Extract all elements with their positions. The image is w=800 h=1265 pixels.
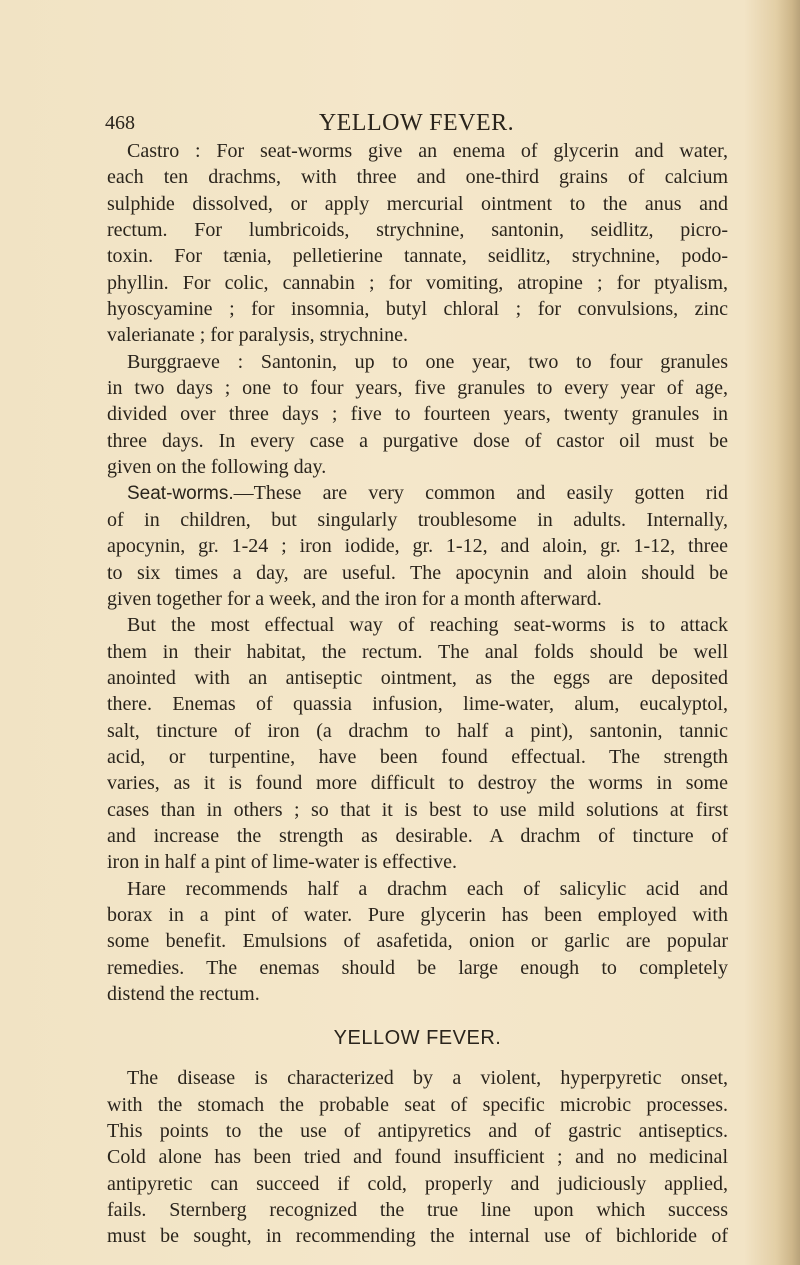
- line-text: must be sought, in recommending the internal use of bichloride of: [107, 1225, 728, 1248]
- text-line: [107, 507, 728, 533]
- line-text: But the most effectual way of reaching seat-worms is to attack: [127, 614, 728, 637]
- text-line: [107, 955, 728, 981]
- text-line: [107, 586, 728, 612]
- text-line: [107, 270, 728, 296]
- line-text: toxin. For tænia, pelletierine tannate, seidlitz, strychnine, podo-: [107, 245, 728, 268]
- running-title: YELLOW FEVER.: [318, 110, 515, 136]
- text-line: [107, 296, 728, 322]
- text-line: [107, 1118, 728, 1144]
- text-line: [107, 533, 728, 559]
- paragraph: [107, 612, 728, 875]
- line-text: in two days ; one to four years, five granules to every year of age,: [107, 377, 728, 400]
- line-text: there. Enemas of quassia infusion, lime-water, alum, eucalyptol,: [107, 693, 728, 716]
- line-text: and increase the strength as desirable. A drachm of tincture of: [107, 824, 728, 847]
- text-line: [107, 375, 728, 401]
- text-line: [107, 1092, 728, 1118]
- line-text: to six times a day, are useful. The apocynin and aloin should be: [107, 561, 728, 584]
- line-text: borax in a pint of water. Pure glycerin has been employed with: [107, 903, 728, 926]
- text-line: [107, 797, 728, 823]
- text-line: [107, 1223, 728, 1249]
- text-line: [107, 428, 728, 454]
- line-text: each ten drachms, with three and one-third grains of calcium: [107, 166, 728, 189]
- text-line: [107, 691, 728, 717]
- text-line: [107, 744, 728, 770]
- text-line: [107, 928, 728, 954]
- text-line: [107, 217, 728, 243]
- text-line: [107, 480, 728, 506]
- text-line: [107, 1065, 728, 1091]
- text-line: [107, 639, 728, 665]
- text-line: [107, 349, 728, 375]
- line-text: iron in half a pint of lime-water is effective.: [107, 851, 458, 874]
- text-line: [107, 1197, 728, 1223]
- text-line: [107, 612, 728, 638]
- line-text: anointed with an antiseptic ointment, as the eggs are deposited: [107, 666, 728, 689]
- text-line: [107, 876, 728, 902]
- line-text: The disease is characterized by a violent, hyperpyretic onset,: [127, 1067, 728, 1090]
- line-text: —These are very common and easily gotten rid: [233, 482, 728, 505]
- line-text: divided over three days ; five to fourteen years, twenty granules in: [107, 403, 728, 426]
- line-text: antipyretic can succeed if cold, properly and judiciously applied,: [107, 1172, 728, 1195]
- line-text: some benefit. Emulsions of asafetida, onion or garlic are popular: [107, 930, 728, 953]
- line-text: rectum. For lumbricoids, strychnine, santonin, seidlitz, picro-: [107, 219, 728, 242]
- text-line: [107, 322, 728, 348]
- text-line: [107, 1144, 728, 1170]
- section-title: YELLOW FEVER.: [333, 1027, 502, 1050]
- line-text: sulphide dissolved, or apply mercurial ointment to the anus and: [107, 192, 728, 215]
- line-text: cases than in others ; so that it is best to use mild solutions at first: [107, 798, 728, 821]
- line-text: Hare recommends half a drachm each of salicylic acid and: [127, 877, 728, 900]
- text-line: [107, 902, 728, 928]
- text-line: [107, 718, 728, 744]
- line-text: with the stomach the probable seat of specific microbic processes.: [107, 1093, 728, 1116]
- text-line: [107, 401, 728, 427]
- line-text: of in children, but singularly troublesome in adults. Internally,: [107, 508, 728, 531]
- line-text: fails. Sternberg recognized the true line upon which success: [107, 1199, 728, 1222]
- text-column: [107, 138, 728, 1250]
- text-line: [107, 138, 728, 164]
- running-head: [105, 110, 728, 140]
- text-line: [107, 243, 728, 269]
- text-line: [107, 560, 728, 586]
- text-line: [107, 191, 728, 217]
- line-text: apocynin, gr. 1-24 ; iron iodide, gr. 1-12, and aloin, gr. 1-12, three: [107, 535, 728, 558]
- paragraph: [107, 876, 728, 1008]
- line-text: phyllin. For colic, cannabin ; for vomiting, atropine ; for ptyalism,: [107, 271, 728, 294]
- section-paragraph: [107, 1065, 728, 1249]
- paragraph: [107, 138, 728, 349]
- line-text: given on the following day.: [107, 456, 327, 479]
- line-text: salt, tincture of iron (a drachm to half a pint), santonin, tannic: [107, 719, 728, 742]
- text-line: [107, 454, 728, 480]
- text-line: [107, 665, 728, 691]
- text-line: [107, 823, 728, 849]
- line-text: remedies. The enemas should be large enough to completely: [107, 956, 728, 979]
- line-text: valerianate ; for paralysis, strychnine.: [107, 324, 408, 347]
- line-text: This points to the use of antipyretics and of gastric antiseptics.: [107, 1120, 728, 1143]
- text-line: [107, 1171, 728, 1197]
- page-number: 468: [105, 112, 135, 134]
- line-text: them in their habitat, the rectum. The anal folds should be well: [107, 640, 728, 663]
- line-text: three days. In every case a purgative dose of castor oil must be: [107, 429, 728, 452]
- text-line: [107, 849, 728, 875]
- text-line: [107, 164, 728, 190]
- line-text: given together for a week, and the iron for a month afterward.: [107, 587, 602, 610]
- line-text: distend the rectum.: [107, 983, 260, 1005]
- line-text: Cold alone has been tried and found insufficient ; and no medicinal: [107, 1146, 728, 1169]
- paragraph: [107, 480, 728, 612]
- line-text: varies, as it is found more difficult to destroy the worms in some: [107, 772, 728, 795]
- paragraph-heading: Seat-worms.: [127, 483, 234, 505]
- line-text: hyoscyamine ; for insomnia, butyl chloral ; for convulsions, zinc: [107, 298, 728, 321]
- text-line: [107, 770, 728, 796]
- line-text: Burggraeve : Santonin, up to one year, two to four granules: [127, 350, 728, 373]
- paragraph: [107, 349, 728, 481]
- line-text: Castro : For seat-worms give an enema of glycerin and water,: [127, 140, 728, 162]
- text-line: [107, 981, 728, 1007]
- line-text: acid, or turpentine, have been found effectual. The strength: [107, 745, 728, 768]
